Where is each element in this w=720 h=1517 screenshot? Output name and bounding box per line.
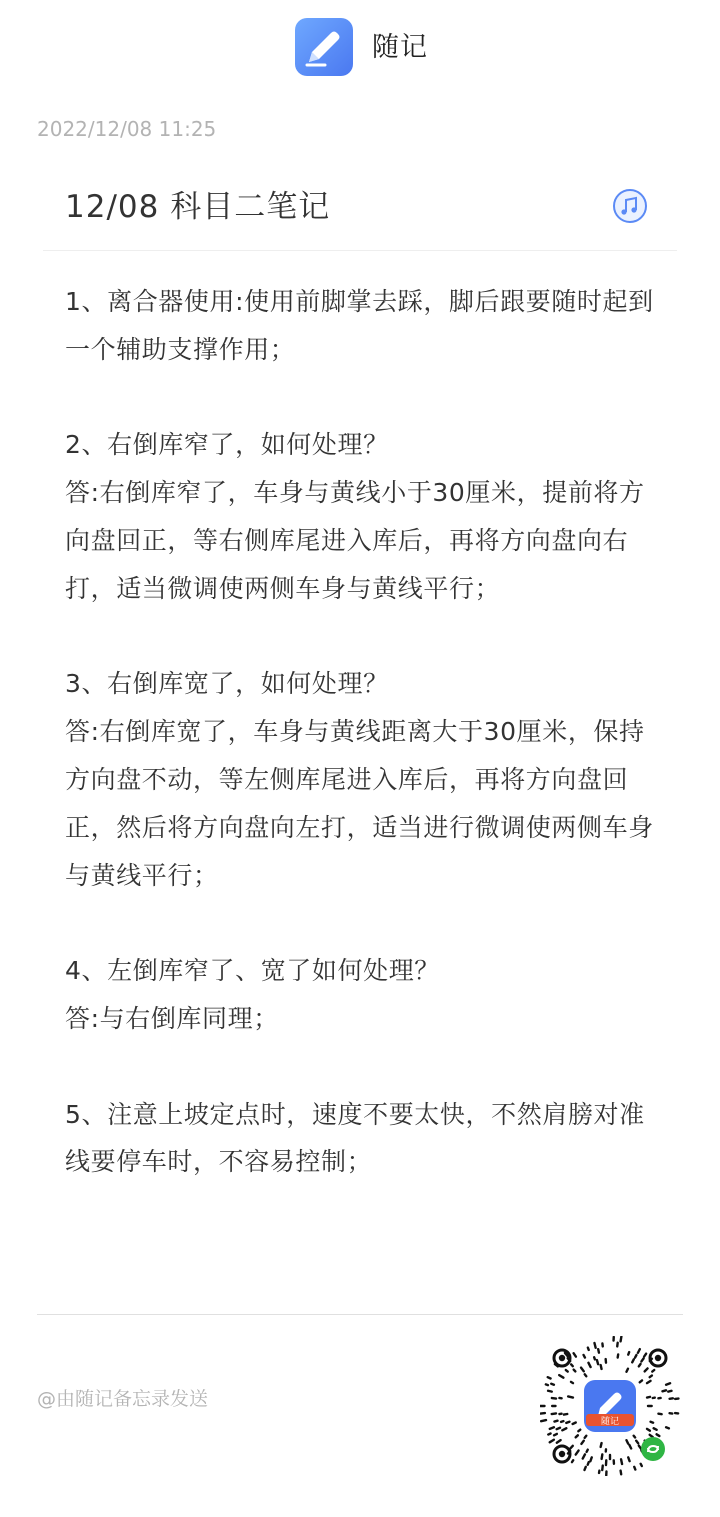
qr-dash — [650, 1376, 652, 1378]
qr-dash — [585, 1374, 587, 1376]
note-blank-line — [65, 1043, 665, 1091]
qr-dash — [570, 1446, 573, 1449]
qr-dash — [578, 1430, 580, 1432]
qr-dash — [635, 1355, 636, 1358]
qr-dash — [598, 1349, 599, 1352]
qr-dash — [652, 1370, 654, 1372]
qr-dash — [636, 1441, 638, 1444]
music-note-icon[interactable] — [612, 188, 648, 224]
qr-dash — [626, 1369, 627, 1372]
qr-dash — [552, 1413, 556, 1414]
qr-dash — [634, 1467, 635, 1470]
note-blank-line — [65, 374, 665, 422]
qr-dash — [588, 1462, 589, 1465]
qr-dash — [590, 1457, 591, 1461]
note-paragraph-1: 1、离合器使用:使用前脚掌去踩，脚后跟要随时起到一个辅助支撑作用； — [65, 287, 654, 364]
qr-code-graphic — [540, 1336, 680, 1476]
qr-dash — [572, 1460, 573, 1462]
qr-dash — [597, 1360, 598, 1364]
qr-dash — [640, 1380, 642, 1382]
qr-dash — [566, 1370, 568, 1372]
qr-dash — [644, 1354, 646, 1357]
qr-dash — [662, 1390, 666, 1391]
qr-dash — [571, 1364, 573, 1366]
qr-dash — [564, 1414, 567, 1415]
qr-dash — [629, 1445, 631, 1449]
qr-dash — [666, 1383, 670, 1385]
qr-dash — [574, 1353, 576, 1356]
note-paragraph-5: 5、注意上坡定点时，速度不要太快，不然肩膀对准线要停车时，不容易控制； — [65, 1099, 645, 1177]
qr-dash — [550, 1440, 554, 1443]
note-paragraph-3: 3、右倒库宽了，如何处理？ 答:右倒库宽了，车身与黄线距离大于30厘米，保持方向盘不动，等左侧库尾进入库后，再将方向盘回正，然后将方向盘向左打，适当进行微调使两侧车身与黄线平行； — [65, 669, 654, 890]
note-paragraph-4: 4、左倒库窄了、宽了如何处理？ 答:与右倒库同理； — [65, 956, 440, 1033]
qr-finder-dot — [559, 1355, 565, 1361]
qr-dash — [559, 1375, 563, 1378]
qr-dash — [554, 1421, 557, 1422]
qr-dash — [561, 1421, 563, 1422]
qr-dash — [576, 1435, 578, 1437]
qr-dash — [551, 1384, 554, 1385]
qr-finder-dot — [655, 1355, 661, 1361]
qr-dash — [658, 1414, 661, 1415]
qr-dash — [647, 1381, 651, 1383]
footer-source-text: @由随记备忘录发送 — [37, 1388, 209, 1410]
qr-dash — [550, 1427, 554, 1429]
qr-dash — [666, 1427, 669, 1428]
qr-dash — [585, 1436, 587, 1438]
qr-dash — [602, 1466, 603, 1471]
qr-dash — [594, 1343, 595, 1348]
qr-dash — [583, 1454, 585, 1458]
qr-dash — [651, 1422, 654, 1423]
qr-dash — [541, 1420, 546, 1421]
qr-dash — [638, 1349, 640, 1353]
qr-dash — [568, 1396, 573, 1397]
qr-dash — [573, 1422, 576, 1424]
qr-dash — [548, 1434, 550, 1435]
qr-dash — [650, 1435, 653, 1437]
qr-dash — [601, 1365, 602, 1369]
qr-dash — [557, 1428, 560, 1429]
qr-dash — [581, 1368, 584, 1372]
note-timestamp: 2022/12/08 11:25 — [37, 117, 217, 141]
mini-program-qr-code[interactable] — [540, 1336, 680, 1476]
qr-dash — [601, 1443, 602, 1447]
footer-divider — [37, 1314, 683, 1315]
qr-dash — [641, 1464, 642, 1466]
qr-dash — [576, 1451, 579, 1455]
qr-dash — [548, 1391, 552, 1392]
note-blank-line — [65, 613, 665, 661]
qr-dash — [574, 1370, 576, 1372]
qr-dash — [628, 1457, 629, 1461]
qr-dash — [647, 1429, 650, 1431]
qr-dash — [587, 1450, 588, 1452]
note-blank-line — [65, 899, 665, 947]
qr-dash — [581, 1441, 583, 1444]
qr-dash — [585, 1467, 586, 1470]
qr-dash — [621, 1471, 622, 1475]
qr-dash — [584, 1355, 585, 1358]
qr-dash — [557, 1440, 561, 1443]
qr-dash — [588, 1348, 589, 1350]
qr-dash — [554, 1434, 557, 1435]
note-title: 12/08 科目二笔记 — [65, 189, 331, 225]
qr-dash — [571, 1382, 573, 1383]
qr-dash — [621, 1459, 622, 1464]
note-paragraph-2: 2、右倒库窄了，如何处理？ 答:右倒库窄了，车身与黄线小于30厘米，提前将方向盘回正，等右侧库尾进入库后，再将方向盘向右打，适当微调使两侧车身与黄线平行； — [65, 430, 645, 603]
qr-dash — [602, 1454, 603, 1459]
qr-dash — [566, 1422, 569, 1423]
qr-logo-text: 随记 — [600, 1417, 620, 1427]
qr-dash — [618, 1354, 619, 1357]
qr-dash — [626, 1440, 628, 1443]
qr-dash — [668, 1391, 671, 1392]
app-name: 随记 — [372, 32, 428, 63]
qr-dash — [632, 1359, 634, 1362]
qr-dash — [645, 1368, 648, 1371]
qr-dash — [641, 1358, 643, 1361]
qr-dash — [548, 1377, 551, 1378]
qr-dash — [562, 1428, 566, 1430]
qr-dash — [594, 1357, 595, 1359]
app-header — [0, 0, 720, 96]
pencil-note-icon — [295, 18, 353, 76]
qr-dash — [639, 1364, 641, 1366]
qr-dash — [634, 1436, 635, 1438]
qr-dash — [657, 1434, 660, 1436]
mini-program-badge-icon — [641, 1437, 665, 1461]
title-divider — [43, 250, 677, 251]
qr-finder-dot — [559, 1451, 565, 1457]
qr-dash — [588, 1363, 590, 1367]
qr-dash — [654, 1428, 657, 1430]
note-body — [65, 278, 665, 1186]
qr-dash — [628, 1352, 629, 1355]
qr-dash — [621, 1337, 622, 1342]
qr-dash — [552, 1398, 556, 1399]
qr-dash — [647, 1397, 650, 1398]
qr-dash — [546, 1384, 548, 1385]
